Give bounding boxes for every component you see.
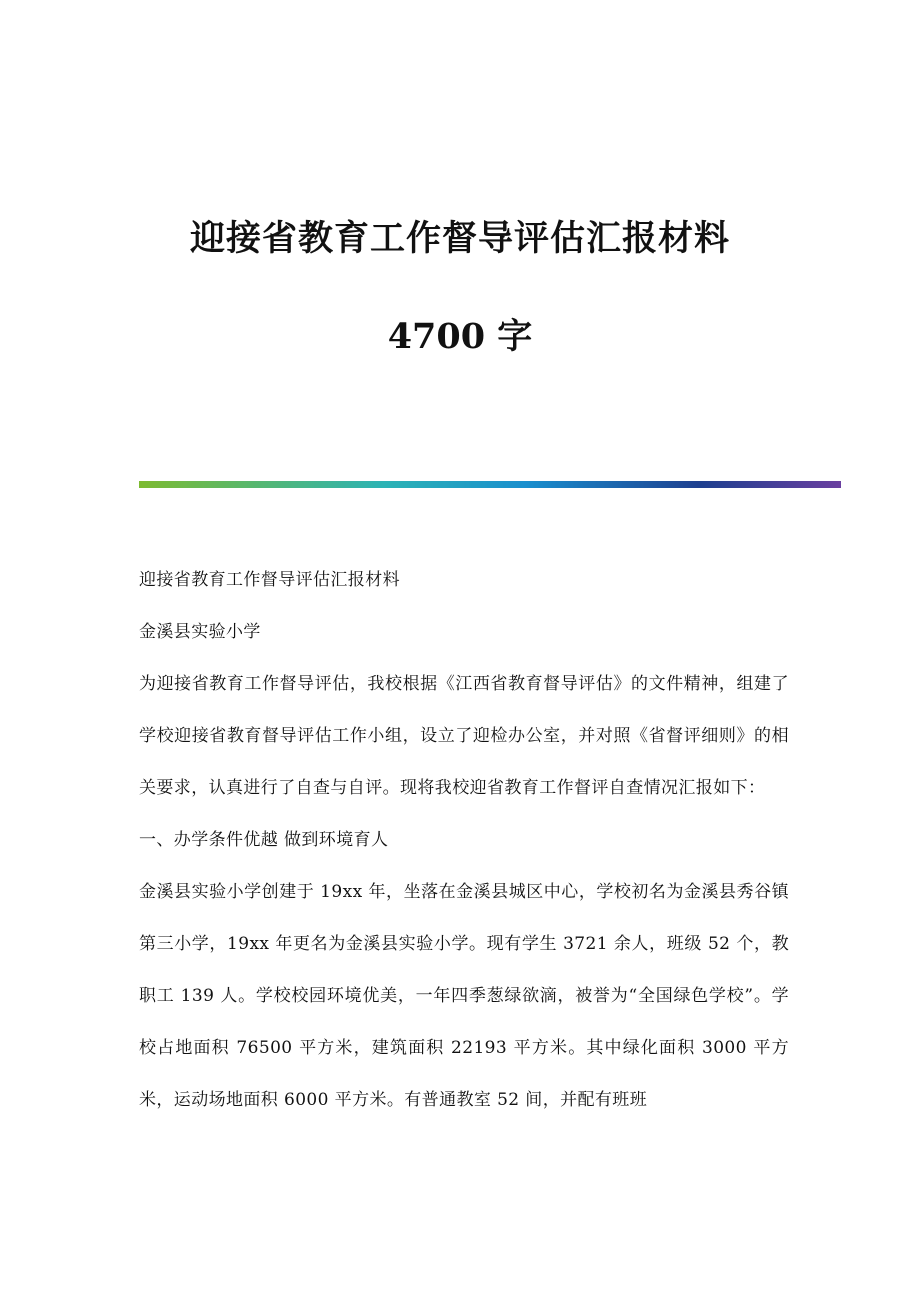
section-heading: 一、办学条件优越 做到环境育人 [139, 830, 389, 850]
section-paragraph: 金溪县实验小学创建于 19xx 年，坐落在金溪县城区中心，学校初名为金溪县秀谷镇第三小学，19xx 年更名为金溪县实验小学。现有学生 3721 余人，班级 52 个，教职工 139 人。学校校园环境优美，一年四季葱绿欲滴，被誉为“全国绿色学校”。学校占地面积 76500 平方米，建筑面积 22193 平方米。其中绿化面积 3000 平方米，运动场地面积 6000 平方米。有普通教室 52 间，并配有班班 [139, 882, 789, 1110]
gradient-divider [139, 481, 841, 488]
document-title-wordcount: 4700 字 [387, 316, 533, 357]
school-name: 金溪县实验小学 [139, 622, 261, 642]
body-heading: 迎接省教育工作督导评估汇报材料 [139, 570, 400, 590]
document-body [139, 565, 789, 1137]
intro-paragraph: 为迎接省教育工作督导评估，我校根据《江西省教育督导评估》的文件精神，组建了学校迎接省教育督导评估工作小组，设立了迎检办公室，并对照《省督评细则》的相关要求，认真进行了自查与自评。现将我校迎省教育工作督评自查情况汇报如下： [139, 674, 789, 798]
document-title: 迎接省教育工作督导评估汇报材料 [189, 218, 730, 259]
